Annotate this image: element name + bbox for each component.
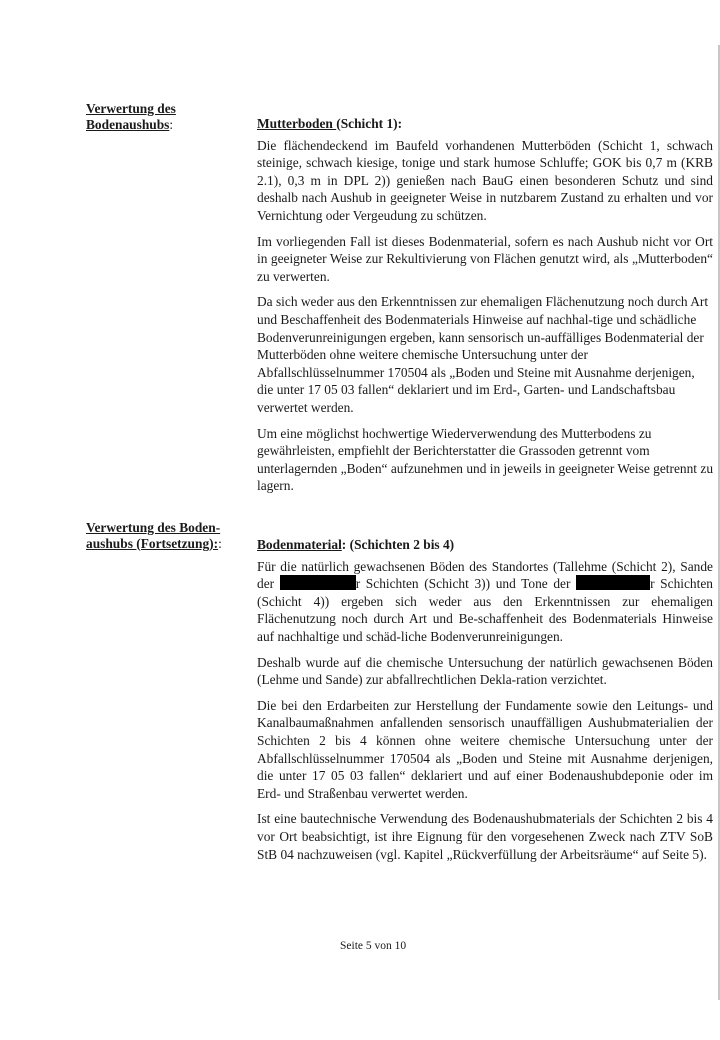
section-mutterboden: [257, 115, 713, 503]
section-label-colon: :: [169, 116, 174, 132]
heading-mutterboden-underlined: Mutterboden: [257, 116, 337, 131]
paragraph: Da sich weder aus den Erkenntnissen zur ehemaligen Flächenutzung noch durch Art und Beschaffenheit des Bodenmaterials Hinweise auf nachhal-tige und schädliche Bodenverunreinigungen ergeben, kann sensorisch un-auffälliges Bodenmaterial der Mutterböden ohne weitere chemische Untersuchung unter der Abfallschlüsselnummer 170504 als „Boden und Steine mit Ausnahme derjenigen, die unter 17 05 03 fallen“ deklariert und im Erd-, Garten- und Landschaftsbau verwertet werden.: [257, 294, 709, 415]
section-label-line2: Bodenaushubs: [86, 116, 170, 132]
section-label-verwertung: [86, 101, 176, 132]
paragraph: Ist eine bautechnische Verwendung des Bodenaushubmaterials der Schichten 2 bis 4 vor Ort beabsichtigt, ist ihre Eignung für den vorgesehenen Zweck nach ZTV SoB StB 04 nachzuweisen (vgl. Kapitel „Rückverfüllung der Arbeitsräume“ auf Seite 5).: [257, 811, 713, 862]
redaction-box: [280, 575, 356, 590]
paragraph: Im vorliegenden Fall ist dieses Bodenmaterial, sofern es nach Aushub nicht vor Ort in geeigneter Weise zur Rekultivierung von Flächen genutzt wird, als „Mutterboden“ zu verwerten.: [257, 233, 713, 284]
section-label-line2: aushubs (Fortsetzung):: [86, 535, 219, 551]
paragraph-text: Für die natürlich gewachsenen Böden des Standortes (Tallehme (Schicht 2), Sande der: [257, 558, 713, 592]
paragraph: Deshalb wurde auf die chemische Untersuchung der natürlich gewachsenen Böden (Lehme und Sande) zur abfallrechtlichen Dekla-ration verzichtet.: [257, 654, 713, 688]
paragraph-text: r Schichten (Schicht 4)) ergeben sich weder aus den Erkenntnissen zur ehemaligen Flächenutzung noch durch Art und Be-schaffenheit des Bodenmaterials Hinweise auf nachhaltige und schäd-liche Bodenverunreinigungen.: [257, 576, 713, 644]
paragraph: Die bei den Erdarbeiten zur Herstellung der Fundamente sowie den Leitungs- und Kanalbaumaßnahmen anfallenden sensorisch unauffälligen Aushubmaterialien der Schichten 2 bis 4 können ohne weitere chemische Untersuchung unter der Abfallschlüsselnummer 170504 als „Boden und Steine mit Ausnahme derjenigen, die unter 17 05 03 fallen“ deklariert und auf einer Bodenaushubdeponie oder im Erd- und Straßenbau verwertet werden.: [257, 697, 713, 801]
paragraph-text: r Schichten (Schicht 3)) und Tone der: [355, 576, 577, 592]
heading-mutterboden: [257, 115, 713, 133]
heading-bodenmaterial: [257, 536, 713, 554]
heading-mutterboden-rest: (Schicht 1):: [336, 116, 403, 131]
heading-bodenmaterial-rest: : (Schichten 2 bis 4): [341, 537, 455, 552]
redaction-box: [576, 575, 650, 590]
paragraph: [257, 558, 713, 646]
section-bodenmaterial: [257, 536, 713, 871]
page-number: Seite 5 von 10: [340, 940, 407, 952]
heading-bodenmaterial-underlined: Bodenmaterial: [257, 537, 342, 552]
section-label-line1: Verwertung des Boden-: [86, 520, 221, 535]
paragraph: Um eine möglichst hochwertige Wiederverwendung des Mutterbodens zu gewährleisten, empfiehlt der Berichterstatter die Grassoden getrennt vom unterlagernden „Boden“ aufzunehmen und in jeweils in geeigneter Weise getrennt zu lagern.: [257, 425, 714, 494]
section-label-colon: :: [218, 535, 222, 551]
section-label-verwertung-fortsetzung: [86, 520, 222, 551]
paragraph: Die flächendeckend im Baufeld vorhandenen Mutterböden (Schicht 1, schwach steinige, schwach kiesige, tonige und stark humose Schluffe; GOK bis 0,7 m (KRB 2.1), 0,3 m in DPL 2)) genießen nach BauG einen besonderen Schutz und sind deshalb nach Aushub in geeigneter Weise in nutzbarem Zustand zu erhalten und vor Vernichtung oder Vergeudung zu schützen.: [257, 137, 713, 223]
section-label-line1: Verwertung des: [86, 101, 176, 116]
